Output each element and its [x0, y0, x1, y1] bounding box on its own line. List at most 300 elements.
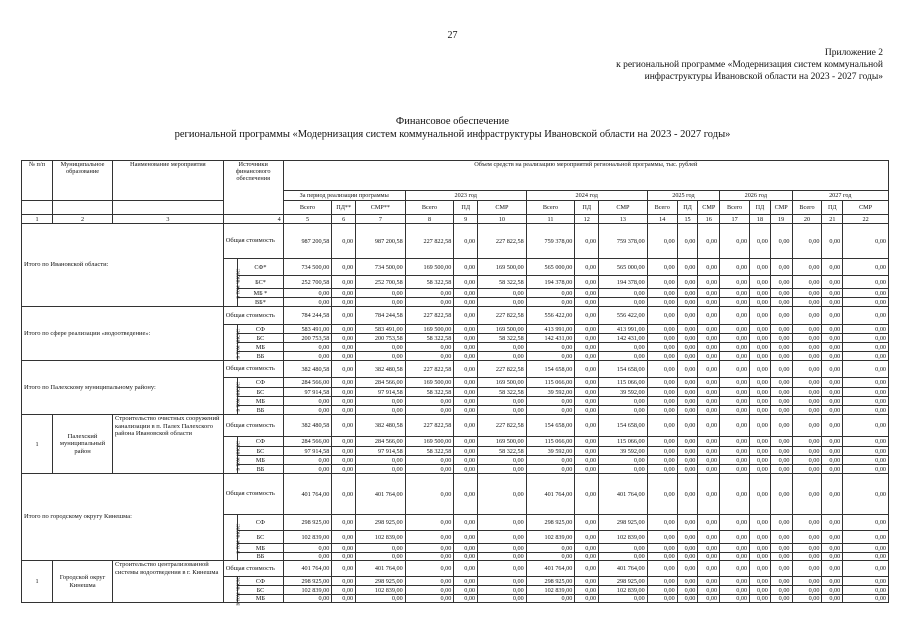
activity-name: Строительство централизованной системы водоотведения в г. Кинешма — [113, 561, 224, 603]
column-number: 22 — [843, 215, 889, 224]
value-cell: 759 378,00 — [599, 224, 648, 259]
value-cell: 382 480,58 — [356, 415, 406, 437]
value-cell: 0,00 — [575, 388, 599, 397]
value-cell: 0,00 — [575, 415, 599, 437]
value-cell: 0,00 — [599, 456, 648, 465]
source-code: МБ — [238, 456, 284, 465]
header-blank — [53, 201, 113, 215]
value-cell: 0,00 — [843, 437, 889, 447]
value-cell: 0,00 — [720, 553, 750, 561]
value-cell: 142 431,00 — [526, 334, 575, 343]
block-label: Итого по сфере реализации «водоотведение»: — [22, 307, 224, 361]
header-sub: СМР** — [356, 201, 406, 215]
value-cell: 0,00 — [575, 553, 599, 561]
value-cell: 0,00 — [677, 531, 698, 544]
value-cell: 0,00 — [720, 378, 750, 388]
value-cell: 0,00 — [526, 397, 575, 406]
value-cell: 0,00 — [575, 361, 599, 378]
value-cell: 382 480,58 — [283, 361, 332, 378]
value-cell: 298 925,00 — [356, 515, 406, 531]
value-cell: 0,00 — [750, 456, 771, 465]
source-code: СФ — [238, 515, 284, 531]
value-cell: 169 500,00 — [478, 259, 527, 276]
value-cell: 252 700,58 — [283, 276, 332, 289]
value-cell: 0,00 — [698, 553, 720, 561]
incl-label: в том числе: — [235, 267, 242, 299]
value-cell: 0,00 — [843, 388, 889, 397]
appendix-line: Приложение 2 — [824, 48, 883, 58]
value-cell: 0,00 — [822, 361, 843, 378]
value-cell: 0,00 — [750, 352, 771, 361]
value-cell: 0,00 — [454, 465, 478, 474]
value-cell: 0,00 — [405, 298, 454, 307]
source-code: МБ — [238, 343, 284, 352]
value-cell: 0,00 — [720, 544, 750, 553]
value-cell: 0,00 — [770, 378, 792, 388]
value-cell: 0,00 — [526, 352, 575, 361]
title-line: Финансовое обеспечение — [395, 116, 510, 127]
value-cell: 0,00 — [647, 388, 677, 397]
column-number: 15 — [677, 215, 698, 224]
value-cell: 0,00 — [843, 406, 889, 415]
value-cell: 0,00 — [770, 361, 792, 378]
value-cell: 0,00 — [283, 298, 332, 307]
source-code: ВБ* — [238, 298, 284, 307]
value-cell: 0,00 — [843, 447, 889, 456]
value-cell: 102 839,00 — [526, 586, 575, 595]
value-cell: 0,00 — [332, 515, 356, 531]
value-cell: 0,00 — [647, 465, 677, 474]
value-cell: 0,00 — [750, 397, 771, 406]
value-cell: 734 500,00 — [356, 259, 406, 276]
value-cell: 0,00 — [454, 447, 478, 456]
value-cell: 0,00 — [575, 397, 599, 406]
value-cell: 0,00 — [478, 456, 527, 465]
value-cell: 298 925,00 — [526, 577, 575, 586]
total-cost-label: Общая стоимость — [223, 224, 283, 259]
column-number: 13 — [599, 215, 648, 224]
value-cell: 0,00 — [698, 343, 720, 352]
value-cell: 0,00 — [647, 307, 677, 325]
value-cell: 0,00 — [454, 307, 478, 325]
column-number: 21 — [822, 215, 843, 224]
value-cell: 0,00 — [332, 474, 356, 515]
value-cell: 298 925,00 — [283, 577, 332, 586]
value-cell: 0,00 — [698, 465, 720, 474]
value-cell: 0,00 — [843, 561, 889, 577]
value-cell: 194 378,00 — [599, 276, 648, 289]
value-cell: 0,00 — [698, 474, 720, 515]
value-cell: 0,00 — [770, 474, 792, 515]
value-cell: 0,00 — [822, 561, 843, 577]
value-cell: 0,00 — [698, 289, 720, 298]
value-cell: 39 592,00 — [526, 388, 575, 397]
header-sub: ПД — [822, 201, 843, 215]
incl-label-cell — [223, 515, 242, 561]
value-cell: 0,00 — [720, 561, 750, 577]
value-cell: 0,00 — [750, 289, 771, 298]
value-cell: 0,00 — [698, 388, 720, 397]
value-cell: 0,00 — [332, 397, 356, 406]
value-cell: 0,00 — [575, 531, 599, 544]
value-cell: 0,00 — [647, 343, 677, 352]
value-cell: 0,00 — [332, 334, 356, 343]
value-cell: 0,00 — [750, 388, 771, 397]
value-cell: 0,00 — [356, 456, 406, 465]
value-cell: 0,00 — [405, 544, 454, 553]
incl-label-cell — [223, 574, 242, 606]
value-cell: 169 500,00 — [405, 378, 454, 388]
block-label: Итого по Палехскому муниципальному району: — [22, 361, 224, 415]
value-cell: 0,00 — [454, 276, 478, 289]
value-cell: 0,00 — [843, 378, 889, 388]
value-cell: 97 914,58 — [283, 447, 332, 456]
value-cell: 102 839,00 — [599, 586, 648, 595]
value-cell: 0,00 — [677, 577, 698, 586]
value-cell: 0,00 — [822, 352, 843, 361]
header-sources: Источники финансового обеспечения — [223, 161, 283, 215]
value-cell: 0,00 — [526, 289, 575, 298]
value-cell: 0,00 — [843, 361, 889, 378]
value-cell: 0,00 — [792, 388, 822, 397]
value-cell: 0,00 — [575, 544, 599, 553]
value-cell: 0,00 — [770, 259, 792, 276]
value-cell: 0,00 — [843, 397, 889, 406]
header-sub: ПД** — [332, 201, 356, 215]
value-cell: 0,00 — [843, 276, 889, 289]
value-cell: 0,00 — [843, 307, 889, 325]
value-cell: 298 925,00 — [599, 515, 648, 531]
value-cell: 0,00 — [720, 224, 750, 259]
value-cell: 0,00 — [454, 437, 478, 447]
value-cell: 0,00 — [720, 515, 750, 531]
source-code: СФ* — [238, 259, 284, 276]
value-cell: 0,00 — [599, 544, 648, 553]
value-cell: 0,00 — [283, 397, 332, 406]
value-cell: 0,00 — [647, 544, 677, 553]
value-cell: 0,00 — [822, 224, 843, 259]
value-cell: 0,00 — [599, 289, 648, 298]
value-cell: 0,00 — [454, 544, 478, 553]
total-cost-label: Общая стоимость — [223, 361, 283, 378]
value-cell: 0,00 — [332, 544, 356, 553]
value-cell: 0,00 — [720, 325, 750, 334]
value-cell: 0,00 — [677, 544, 698, 553]
column-number: 7 — [356, 215, 406, 224]
value-cell: 0,00 — [792, 276, 822, 289]
value-cell: 987 200,58 — [283, 224, 332, 259]
value-cell: 0,00 — [478, 595, 527, 603]
value-cell: 0,00 — [770, 406, 792, 415]
value-cell: 0,00 — [332, 561, 356, 577]
value-cell: 0,00 — [677, 325, 698, 334]
value-cell: 0,00 — [750, 531, 771, 544]
header-year: 2026 год — [720, 191, 792, 201]
value-cell: 0,00 — [750, 544, 771, 553]
value-cell: 0,00 — [770, 561, 792, 577]
value-cell: 0,00 — [792, 561, 822, 577]
value-cell: 0,00 — [720, 406, 750, 415]
value-cell: 0,00 — [677, 553, 698, 561]
source-code: БС — [238, 586, 284, 595]
value-cell: 0,00 — [575, 334, 599, 343]
value-cell: 0,00 — [677, 334, 698, 343]
value-cell: 0,00 — [283, 544, 332, 553]
value-cell: 0,00 — [405, 289, 454, 298]
column-number: 4 — [223, 215, 283, 224]
appendix-line: инфраструктуры Ивановской области на 2023 - 2027 годы» — [644, 72, 883, 82]
value-cell: 0,00 — [750, 437, 771, 447]
value-cell: 0,00 — [677, 447, 698, 456]
value-cell: 0,00 — [647, 456, 677, 465]
value-cell: 0,00 — [750, 561, 771, 577]
financing-table — [21, 160, 889, 606]
value-cell: 0,00 — [677, 378, 698, 388]
value-cell: 0,00 — [575, 289, 599, 298]
value-cell: 0,00 — [750, 361, 771, 378]
value-cell: 0,00 — [698, 437, 720, 447]
value-cell: 0,00 — [677, 561, 698, 577]
value-cell: 0,00 — [720, 334, 750, 343]
value-cell: 0,00 — [770, 531, 792, 544]
value-cell: 0,00 — [720, 307, 750, 325]
value-cell: 0,00 — [698, 406, 720, 415]
value-cell: 0,00 — [720, 595, 750, 603]
value-cell: 58 322,58 — [478, 388, 527, 397]
value-cell: 0,00 — [792, 224, 822, 259]
value-cell: 0,00 — [698, 361, 720, 378]
source-code: БС — [238, 531, 284, 544]
value-cell: 0,00 — [698, 595, 720, 603]
value-cell: 0,00 — [792, 325, 822, 334]
value-cell: 0,00 — [792, 343, 822, 352]
value-cell: 0,00 — [677, 474, 698, 515]
value-cell: 0,00 — [720, 447, 750, 456]
value-cell: 784 244,58 — [283, 307, 332, 325]
value-cell: 0,00 — [792, 397, 822, 406]
value-cell: 0,00 — [698, 561, 720, 577]
value-cell: 0,00 — [478, 298, 527, 307]
value-cell: 0,00 — [770, 544, 792, 553]
value-cell: 0,00 — [332, 415, 356, 437]
value-cell: 583 491,00 — [356, 325, 406, 334]
value-cell: 0,00 — [647, 577, 677, 586]
value-cell: 0,00 — [770, 577, 792, 586]
value-cell: 0,00 — [698, 378, 720, 388]
value-cell: 0,00 — [575, 586, 599, 595]
source-code: ВБ — [238, 553, 284, 561]
value-cell: 0,00 — [454, 378, 478, 388]
value-cell: 0,00 — [332, 586, 356, 595]
value-cell: 0,00 — [770, 298, 792, 307]
value-cell: 0,00 — [770, 465, 792, 474]
value-cell: 0,00 — [332, 343, 356, 352]
value-cell: 227 822,58 — [478, 224, 527, 259]
value-cell: 0,00 — [698, 334, 720, 343]
value-cell: 0,00 — [575, 352, 599, 361]
value-cell: 0,00 — [575, 456, 599, 465]
value-cell: 0,00 — [332, 465, 356, 474]
municipality-name: Палехский муниципальный район — [53, 415, 113, 474]
value-cell: 0,00 — [822, 465, 843, 474]
value-cell: 0,00 — [750, 224, 771, 259]
source-code: СФ — [238, 325, 284, 334]
value-cell: 0,00 — [677, 397, 698, 406]
value-cell: 401 764,00 — [526, 474, 575, 515]
value-cell: 0,00 — [526, 553, 575, 561]
value-cell: 0,00 — [575, 406, 599, 415]
value-cell: 0,00 — [843, 334, 889, 343]
value-cell: 298 925,00 — [356, 577, 406, 586]
source-code: БС — [238, 447, 284, 456]
value-cell: 0,00 — [454, 352, 478, 361]
source-code: БС — [238, 334, 284, 343]
value-cell: 0,00 — [843, 325, 889, 334]
value-cell: 784 244,58 — [356, 307, 406, 325]
value-cell: 0,00 — [599, 298, 648, 307]
value-cell: 0,00 — [599, 595, 648, 603]
value-cell: 0,00 — [698, 352, 720, 361]
value-cell: 0,00 — [356, 298, 406, 307]
value-cell: 0,00 — [332, 447, 356, 456]
value-cell: 0,00 — [822, 474, 843, 515]
value-cell: 0,00 — [792, 544, 822, 553]
value-cell: 0,00 — [822, 289, 843, 298]
value-cell: 0,00 — [356, 465, 406, 474]
value-cell: 413 991,00 — [599, 325, 648, 334]
header-municipality: Муниципальное образование — [53, 161, 113, 201]
value-cell: 0,00 — [478, 553, 527, 561]
value-cell: 0,00 — [770, 334, 792, 343]
value-cell: 0,00 — [575, 465, 599, 474]
value-cell: 0,00 — [843, 352, 889, 361]
value-cell: 0,00 — [843, 553, 889, 561]
value-cell: 0,00 — [750, 577, 771, 586]
value-cell: 252 700,58 — [356, 276, 406, 289]
value-cell: 102 839,00 — [283, 531, 332, 544]
value-cell: 0,00 — [647, 437, 677, 447]
value-cell: 154 658,00 — [599, 415, 648, 437]
value-cell: 0,00 — [720, 474, 750, 515]
value-cell: 0,00 — [478, 465, 527, 474]
value-cell: 0,00 — [405, 561, 454, 577]
value-cell: 97 914,58 — [283, 388, 332, 397]
value-cell: 0,00 — [822, 334, 843, 343]
value-cell: 0,00 — [332, 595, 356, 603]
value-cell: 0,00 — [647, 447, 677, 456]
value-cell: 0,00 — [405, 577, 454, 586]
header-year: 2024 год — [526, 191, 647, 201]
value-cell: 298 925,00 — [526, 515, 575, 531]
value-cell: 0,00 — [770, 352, 792, 361]
value-cell: 0,00 — [770, 276, 792, 289]
title-line: региональной программы «Модернизация систем коммунальной инфраструктуры Ивановской области на 2023 - 2027 годы» — [174, 129, 731, 140]
value-cell: 0,00 — [283, 406, 332, 415]
column-number: 17 — [720, 215, 750, 224]
value-cell: 0,00 — [792, 437, 822, 447]
value-cell: 0,00 — [822, 415, 843, 437]
value-cell: 154 658,00 — [526, 361, 575, 378]
value-cell: 0,00 — [677, 388, 698, 397]
value-cell: 0,00 — [478, 577, 527, 586]
value-cell: 0,00 — [647, 561, 677, 577]
value-cell: 298 925,00 — [599, 577, 648, 586]
value-cell: 0,00 — [698, 586, 720, 595]
value-cell: 0,00 — [770, 447, 792, 456]
value-cell: 0,00 — [478, 406, 527, 415]
header-year: 2025 год — [647, 191, 719, 201]
value-cell: 0,00 — [647, 378, 677, 388]
value-cell: 0,00 — [599, 553, 648, 561]
value-cell: 0,00 — [454, 531, 478, 544]
value-cell: 0,00 — [454, 415, 478, 437]
source-code: СФ — [238, 378, 284, 388]
value-cell: 0,00 — [750, 553, 771, 561]
value-cell: 0,00 — [720, 289, 750, 298]
value-cell: 0,00 — [822, 595, 843, 603]
value-cell: 0,00 — [698, 544, 720, 553]
value-cell: 0,00 — [750, 474, 771, 515]
value-cell: 0,00 — [647, 352, 677, 361]
column-number: 3 — [113, 215, 224, 224]
header-sub: СМР — [478, 201, 527, 215]
value-cell: 0,00 — [356, 343, 406, 352]
value-cell: 0,00 — [822, 397, 843, 406]
value-cell: 0,00 — [405, 595, 454, 603]
block-label: Итого по Ивановской области: — [22, 224, 224, 307]
value-cell: 0,00 — [698, 259, 720, 276]
value-cell: 0,00 — [599, 406, 648, 415]
value-cell: 0,00 — [792, 415, 822, 437]
value-cell: 39 592,00 — [526, 447, 575, 456]
value-cell: 0,00 — [677, 307, 698, 325]
source-code: МБ * — [238, 289, 284, 298]
value-cell: 0,00 — [478, 474, 527, 515]
value-cell: 0,00 — [792, 474, 822, 515]
header-sub: Всего — [405, 201, 454, 215]
value-cell: 0,00 — [698, 415, 720, 437]
value-cell: 0,00 — [526, 595, 575, 603]
value-cell: 0,00 — [647, 361, 677, 378]
value-cell: 0,00 — [283, 343, 332, 352]
value-cell: 0,00 — [677, 456, 698, 465]
value-cell: 0,00 — [647, 224, 677, 259]
value-cell: 0,00 — [677, 406, 698, 415]
header-year: 2027 год — [792, 191, 889, 201]
value-cell: 0,00 — [405, 586, 454, 595]
value-cell: 0,00 — [575, 276, 599, 289]
value-cell: 0,00 — [750, 406, 771, 415]
value-cell: 0,00 — [822, 515, 843, 531]
value-cell: 0,00 — [677, 586, 698, 595]
value-cell: 0,00 — [792, 298, 822, 307]
header-sub: СМР — [843, 201, 889, 215]
value-cell: 0,00 — [599, 343, 648, 352]
appendix-note — [616, 47, 883, 83]
value-cell: 0,00 — [283, 456, 332, 465]
value-cell: 0,00 — [599, 352, 648, 361]
value-cell: 0,00 — [770, 289, 792, 298]
value-cell: 556 422,00 — [599, 307, 648, 325]
value-cell: 0,00 — [822, 553, 843, 561]
value-cell: 0,00 — [792, 456, 822, 465]
value-cell: 0,00 — [843, 577, 889, 586]
value-cell: 0,00 — [575, 325, 599, 334]
value-cell: 0,00 — [822, 406, 843, 415]
value-cell: 0,00 — [677, 259, 698, 276]
value-cell: 0,00 — [822, 456, 843, 465]
column-number: 9 — [454, 215, 478, 224]
